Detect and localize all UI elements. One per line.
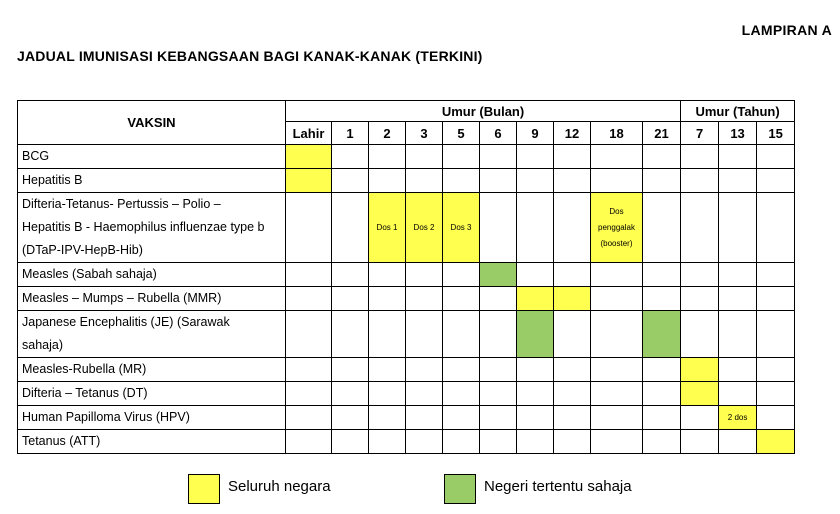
schedule-cell — [286, 382, 332, 406]
schedule-cell — [286, 287, 332, 311]
schedule-cell — [443, 169, 480, 193]
schedule-cell — [554, 430, 591, 454]
schedule-cell — [332, 406, 369, 430]
schedule-cell — [643, 406, 681, 430]
schedule-cell — [643, 382, 681, 406]
schedule-cell — [406, 406, 443, 430]
schedule-cell — [443, 311, 480, 358]
schedule-cell — [369, 430, 406, 454]
schedule-cell — [480, 382, 517, 406]
schedule-cell — [480, 358, 517, 382]
age-header-cell: 1 — [332, 122, 369, 145]
schedule-cell — [719, 382, 757, 406]
schedule-cell — [757, 311, 795, 358]
schedule-cell-yellow — [681, 358, 719, 382]
vaccine-name — [18, 263, 286, 287]
schedule-cell — [554, 169, 591, 193]
schedule-cell — [554, 382, 591, 406]
vaccine-name-line: Difteria-Tetanus- Pertussis – Polio – — [22, 197, 221, 211]
schedule-cell — [517, 358, 554, 382]
schedule-cell — [757, 169, 795, 193]
schedule-cell — [369, 145, 406, 169]
schedule-cell — [554, 263, 591, 287]
schedule-cell — [591, 169, 643, 193]
schedule-cell — [332, 382, 369, 406]
schedule-cell — [591, 263, 643, 287]
schedule-cell — [591, 358, 643, 382]
vaccine-name — [18, 430, 286, 454]
schedule-cell — [554, 358, 591, 382]
schedule-cell — [286, 358, 332, 382]
schedule-cell — [480, 145, 517, 169]
schedule-cell — [517, 382, 554, 406]
age-header-cell: 3 — [406, 122, 443, 145]
schedule-cell — [369, 263, 406, 287]
schedule-cell — [554, 406, 591, 430]
dose-label: Dos penggalak (booster) — [598, 206, 635, 248]
schedule-cell — [369, 169, 406, 193]
age-header-cell: Lahir — [286, 122, 332, 145]
age-header-cell: 2 — [369, 122, 406, 145]
vaccine-name — [18, 169, 286, 193]
schedule-cell — [719, 263, 757, 287]
schedule-cell — [643, 358, 681, 382]
schedule-cell — [757, 193, 795, 263]
schedule-cell — [719, 287, 757, 311]
schedule-cell — [681, 430, 719, 454]
schedule-cell — [443, 406, 480, 430]
schedule-cell — [369, 287, 406, 311]
schedule-cell — [591, 287, 643, 311]
schedule-cell — [443, 145, 480, 169]
schedule-cell — [517, 169, 554, 193]
schedule-cell — [757, 382, 795, 406]
vaccine-name — [18, 358, 286, 382]
table-row — [18, 193, 795, 263]
schedule-cell — [332, 193, 369, 263]
years-group-header: Umur (Tahun) — [681, 101, 795, 122]
vaccine-name — [18, 193, 286, 263]
schedule-cell — [517, 193, 554, 263]
schedule-cell — [406, 358, 443, 382]
schedule-cell — [554, 193, 591, 263]
age-header-cell: 7 — [681, 122, 719, 145]
page-title: JADUAL IMUNISASI KEBANGSAAN BAGI KANAK-KANAK (TERKINI) — [17, 48, 483, 64]
schedule-cell — [643, 145, 681, 169]
months-group-header: Umur (Bulan) — [286, 101, 681, 122]
schedule-cell — [681, 406, 719, 430]
schedule-cell — [681, 145, 719, 169]
schedule-cell — [480, 311, 517, 358]
schedule-cell — [406, 382, 443, 406]
schedule-cell — [719, 311, 757, 358]
dose-label: Dos 3 — [450, 222, 472, 232]
schedule-cell — [480, 287, 517, 311]
schedule-cell — [681, 311, 719, 358]
appendix-label: LAMPIRAN A — [741, 22, 832, 38]
schedule-cell — [480, 193, 517, 263]
schedule-cell — [406, 145, 443, 169]
age-header-cell: 9 — [517, 122, 554, 145]
schedule-cell — [406, 311, 443, 358]
schedule-cell — [406, 169, 443, 193]
schedule-cell — [480, 406, 517, 430]
schedule-cell-yellow — [517, 287, 554, 311]
table-row — [18, 169, 795, 193]
schedule-cell — [369, 406, 406, 430]
schedule-cell — [332, 430, 369, 454]
schedule-cell — [480, 430, 517, 454]
schedule-cell — [286, 311, 332, 358]
schedule-cell — [643, 263, 681, 287]
schedule-cell — [643, 169, 681, 193]
schedule-cell — [554, 145, 591, 169]
age-header-cell: 5 — [443, 122, 480, 145]
schedule-cell — [443, 358, 480, 382]
vaccine-name — [18, 311, 286, 358]
schedule-cell — [643, 193, 681, 263]
schedule-cell — [757, 145, 795, 169]
schedule-cell — [591, 406, 643, 430]
table-row — [18, 430, 795, 454]
schedule-cell — [517, 145, 554, 169]
schedule-cell — [719, 145, 757, 169]
legend-label-nationwide: Seluruh negara — [228, 478, 331, 495]
schedule-cell — [517, 263, 554, 287]
schedule-cell — [681, 193, 719, 263]
schedule-cell-yellow — [286, 145, 332, 169]
schedule-cell — [443, 287, 480, 311]
vaccine-name-line: Human Papilloma Virus (HPV) — [22, 410, 190, 424]
schedule-cell — [757, 263, 795, 287]
schedule-cell — [719, 358, 757, 382]
schedule-cell — [719, 169, 757, 193]
vaccine-name-line: Measles – Mumps – Rubella (MMR) — [22, 291, 222, 305]
table-row — [18, 358, 795, 382]
schedule-cell — [406, 263, 443, 287]
table-row — [18, 145, 795, 169]
schedule-cell-yellow — [369, 193, 406, 263]
age-header-cell: 18 — [591, 122, 643, 145]
dose-label: 2 dos — [727, 412, 748, 422]
dose-label: Dos 2 — [413, 222, 435, 232]
schedule-cell — [406, 430, 443, 454]
schedule-cell — [757, 287, 795, 311]
schedule-cell — [286, 193, 332, 263]
legend-label-selected-states: Negeri tertentu sahaja — [484, 478, 632, 495]
schedule-cell — [480, 169, 517, 193]
vaccine-name-line: Japanese Encephalitis (JE) (Sarawak — [22, 315, 230, 329]
immunization-schedule-table — [17, 100, 795, 454]
schedule-cell — [369, 358, 406, 382]
schedule-cell — [286, 430, 332, 454]
schedule-cell — [286, 263, 332, 287]
vaccine-name — [18, 145, 286, 169]
vaccine-name-line: (DTaP-IPV-HepB-Hib) — [22, 243, 143, 257]
legend-swatch-yellow — [188, 474, 220, 504]
vaccine-name-line: Hepatitis B - Haemophilus influenzae type b — [22, 220, 265, 234]
schedule-cell — [443, 263, 480, 287]
vaccine-name-line: Hepatitis B — [22, 173, 83, 187]
schedule-cell — [443, 382, 480, 406]
vaccine-name-line: Difteria – Tetanus (DT) — [22, 386, 148, 400]
table-row — [18, 287, 795, 311]
schedule-cell — [719, 430, 757, 454]
schedule-cell — [681, 287, 719, 311]
schedule-cell — [517, 430, 554, 454]
schedule-cell — [643, 287, 681, 311]
table-row — [18, 263, 795, 287]
table-row — [18, 406, 795, 430]
schedule-cell-yellow — [406, 193, 443, 263]
schedule-cell — [757, 406, 795, 430]
schedule-cell-green — [643, 311, 681, 358]
age-header-cell: 13 — [719, 122, 757, 145]
schedule-cell — [681, 263, 719, 287]
schedule-cell — [757, 358, 795, 382]
schedule-cell-green — [517, 311, 554, 358]
schedule-cell — [332, 169, 369, 193]
vaccine-name — [18, 287, 286, 311]
schedule-cell — [591, 430, 643, 454]
vaccine-name — [18, 406, 286, 430]
schedule-cell — [643, 430, 681, 454]
schedule-cell — [332, 287, 369, 311]
age-header-cell: 12 — [554, 122, 591, 145]
schedule-cell-green — [480, 263, 517, 287]
vaccine-name — [18, 382, 286, 406]
schedule-cell — [406, 287, 443, 311]
schedule-cell-yellow — [286, 169, 332, 193]
table-row — [18, 382, 795, 406]
schedule-cell — [517, 406, 554, 430]
schedule-cell-yellow — [719, 406, 757, 430]
schedule-cell — [443, 430, 480, 454]
table-body — [18, 145, 795, 454]
legend-swatch-green — [444, 474, 476, 504]
schedule-cell — [332, 311, 369, 358]
dose-label: Dos 1 — [376, 222, 398, 232]
schedule-cell — [332, 358, 369, 382]
schedule-cell — [719, 193, 757, 263]
schedule-cell — [554, 311, 591, 358]
vaccine-name-line: Measles (Sabah sahaja) — [22, 267, 157, 281]
schedule-cell — [591, 382, 643, 406]
schedule-cell — [591, 311, 643, 358]
vaccine-column-header: VAKSIN — [18, 101, 286, 145]
schedule-cell-yellow — [554, 287, 591, 311]
table-row — [18, 311, 795, 358]
schedule-cell-yellow — [681, 382, 719, 406]
schedule-cell — [369, 382, 406, 406]
vaccine-name-line: Tetanus (ATT) — [22, 434, 101, 448]
schedule-cell — [681, 169, 719, 193]
schedule-cell — [369, 311, 406, 358]
schedule-cell — [591, 145, 643, 169]
age-header-cell: 21 — [643, 122, 681, 145]
schedule-cell-yellow — [443, 193, 480, 263]
vaccine-name-line: Measles-Rubella (MR) — [22, 362, 147, 376]
schedule-cell — [286, 406, 332, 430]
schedule-cell-yellow — [757, 430, 795, 454]
schedule-cell — [332, 263, 369, 287]
schedule-cell — [332, 145, 369, 169]
age-header-cell: 15 — [757, 122, 795, 145]
vaccine-name-line: BCG — [22, 149, 50, 163]
age-header-cell: 6 — [480, 122, 517, 145]
schedule-cell-yellow — [591, 193, 643, 263]
vaccine-name-line: sahaja) — [22, 338, 63, 352]
